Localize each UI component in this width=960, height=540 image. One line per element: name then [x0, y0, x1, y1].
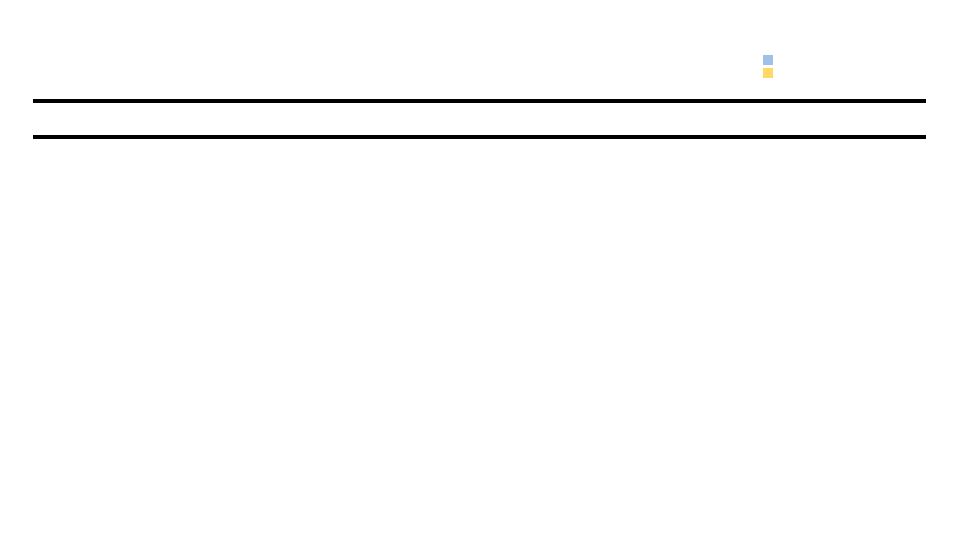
legend: [763, 53, 777, 79]
legend-swatch-above: [763, 55, 773, 65]
year-header: [148, 87, 926, 99]
legend-item-above: [763, 53, 777, 66]
national-table: [33, 99, 926, 103]
legend-swatch-below: [763, 68, 773, 78]
municipality-table: [33, 135, 926, 139]
legend-item-below: [763, 66, 777, 79]
